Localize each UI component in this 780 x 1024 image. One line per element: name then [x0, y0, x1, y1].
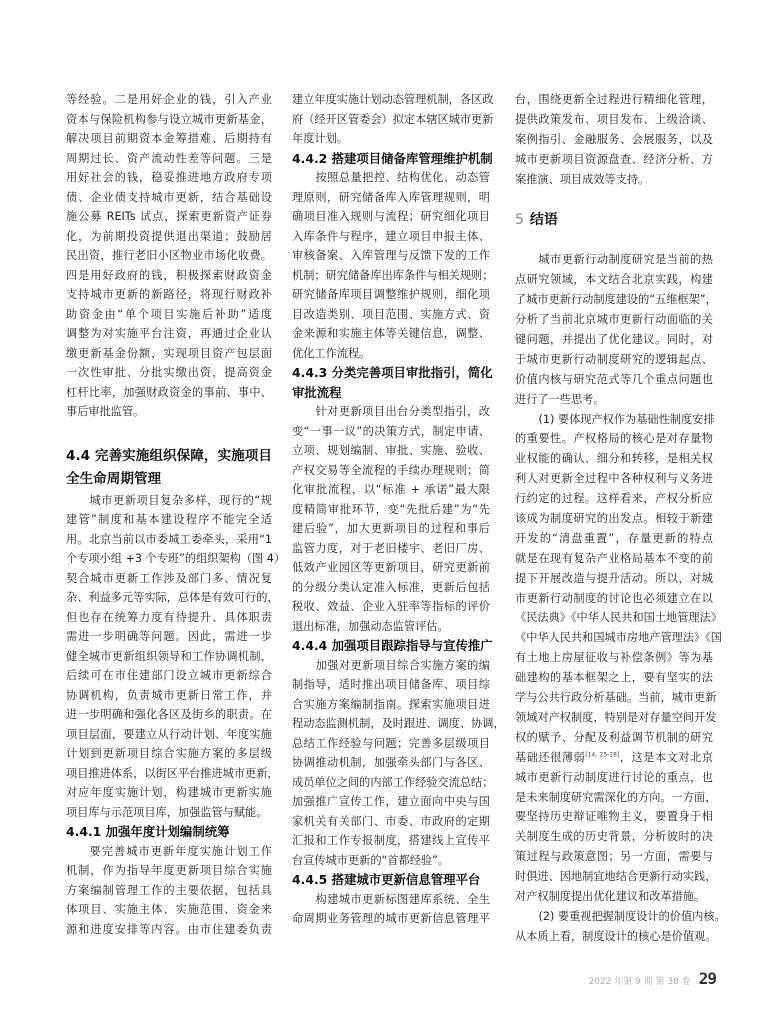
text-line: (2) 要重视把握制度设计的价值内核。: [538, 909, 726, 923]
heading-line: 4.4.2 搭建项目储备库管理维护机制: [292, 150, 493, 166]
heading-line: 4.4.4 加强项目跟踪指导与宣传推广: [292, 638, 493, 653]
text-line: 年度计划。: [292, 132, 348, 145]
text-line: 总结工作经验与问题；完善多层级项目: [292, 736, 490, 750]
text-column-right: [515, 90, 726, 947]
text-line: 该成为制度研究的出发点。相较于新建: [515, 512, 713, 526]
text-line: 目改造类别、项目范围、实施方式、资: [292, 307, 490, 321]
text-line: 汇报和工作专报制度，搭建线上宣传平: [292, 834, 490, 847]
text-line: 杠杆比率，加强财政资金的事前、事中、: [66, 385, 272, 399]
text-line: 要坚持历史辩证唯物主义，要置身于相: [515, 810, 713, 824]
paragraph: [292, 168, 494, 363]
text-line: 城市更新行动制度进行讨论的重点，也: [515, 770, 713, 784]
subsection-heading: [292, 870, 490, 890]
text-line: 加强推广宣传工作，建立面向中央与国: [292, 795, 490, 808]
text-line: 用。北京当前以市委城工委牵头，采用“1: [66, 532, 272, 546]
text-line: 资本与保险机构参与设立城市更新基金，: [66, 112, 272, 126]
paragraph: [515, 90, 713, 189]
text-line: 解决项目前期资本金筹措难、后期持有: [66, 132, 272, 145]
citation-reference: [14, 25-28]: [585, 750, 620, 758]
text-line: 化，为前期投资提供退出渠道；鼓励居: [66, 229, 272, 243]
paragraph: [515, 250, 717, 409]
text-line: 入库条件与程序，建立项目申报主体、: [292, 229, 490, 243]
text-line: (1) 要体现产权作为基础性制度安排: [538, 412, 715, 426]
text-line: 支持城市更新的新路径，将现行财政补: [66, 288, 272, 301]
text-line: 方案编制管理工作的主要依据，包括具: [66, 883, 272, 897]
text-line: 命周期业务管理的城市更新信息管理平: [292, 912, 490, 925]
text-line: 对应年度实施计划，构建城市更新实施: [66, 786, 272, 799]
text-line: 项目推进体系，以街区平台推进城市更新，: [66, 766, 279, 780]
text-line: 计划到更新项目综合实施方案的多层级: [66, 747, 272, 760]
text-line: 础建构的基本框架之上，要有坚实的法: [515, 671, 713, 685]
heading-line: 审批流程: [292, 384, 342, 400]
paragraph: [292, 90, 494, 149]
paragraph: [292, 890, 490, 929]
heading-line: 4.4.1 加强年度计划编制统筹: [66, 824, 230, 839]
text-line: 一次性审批、分批实缴出资，提高资金: [66, 366, 272, 379]
text-line: 审核备案、入库管理与反馈下发的工作: [292, 249, 490, 262]
text-line: 行约定的过程。这样看来，产权分析应: [515, 492, 713, 506]
paragraph: [66, 491, 286, 823]
text-line: 的分级分类认定准入标准，更新后包括: [292, 580, 490, 594]
text-line: 领域对产权制度，特别是对存量空间开发: [515, 710, 717, 724]
text-line: 按照总量把控、结构优化、动态管: [315, 171, 490, 184]
text-line: 体项目、实施主体、实施范围、资金来: [66, 903, 272, 916]
text-line: 四是用好政府的钱，积极探索财政资金: [66, 268, 272, 282]
text-line: 程动态监测机制，及时跟进、调度、协调，: [292, 717, 505, 730]
text-line: 化审批流程，以“标准 + 承诺”最大限: [292, 483, 490, 496]
text-line: 对产权制度提出优化建议和改革措施。: [515, 889, 706, 903]
text-line: 缴更新基金份额，实现项目资产包层面: [66, 346, 272, 360]
text-line: 民出资，推行老旧小区物业市场化收费。: [66, 249, 272, 262]
text-line: 城市更新项目资源盘查、经济分析、方: [515, 152, 713, 166]
text-line: 进一步明确和强化各区及街乡的职责。在: [66, 708, 272, 721]
text-line: 研究储备库项目调整维护规则，细化项: [292, 288, 490, 301]
text-fragment: ，这是本文对北京: [619, 750, 713, 764]
paragraph: [66, 842, 272, 940]
heading-line: 4.4.3 分类完善项目审批指引，简化: [292, 365, 493, 380]
text-line: 策过程与政策意图；另一方面，需要与: [515, 850, 713, 864]
text-line: 优化工作流程。: [292, 346, 371, 360]
subsection-heading: [292, 636, 493, 656]
text-line: 理原则，研究储备库入库管理规则，明: [292, 190, 490, 204]
text-line: 《民法典》《中华人民共和国土地管理法》: [515, 611, 722, 625]
text-line: 退出标准，加强动态监管评估。: [292, 619, 449, 633]
text-line: 机制；研究储备库出库条件与相关规则；: [292, 268, 494, 282]
text-line: 价值内核与研究范式等几个重点问题也: [515, 372, 713, 386]
text-line: 要完善城市更新年度实施计划工作: [89, 844, 272, 858]
text-line: 税收、效益、企业入驻率等指标的评价: [292, 600, 490, 613]
text-line: 杂、利益多元等实际，总体是有效可行的，: [66, 591, 279, 604]
text-line: 金来源和实施主体等关键信息，调整、: [292, 327, 490, 340]
text-line: 建后验”，加大更新项目的过程和事后: [292, 522, 490, 535]
text-line: 构建城市更新标图建库系统、全生: [315, 892, 490, 906]
text-line: 利人对更新全过程中各种权利与义务进: [515, 472, 713, 486]
text-line: 机制，作为指导年度更新项目综合实施: [66, 864, 272, 877]
section-heading: [66, 445, 272, 491]
text-line: 健全城市更新组织领导和工作协调机制，: [66, 649, 272, 663]
text-line: 债、企业债支持城市更新，结合基础设: [66, 190, 272, 204]
text-line: 成员单位之间的内部工作经验交流总结；: [292, 775, 494, 789]
text-line: 分析了当前北京城市更新行动面临的关: [515, 313, 713, 327]
text-line: 时俱进、因地制宜地结合更新行动实践，: [515, 870, 717, 884]
text-line: 周期过长、资产流动性差等问题。三是: [66, 151, 272, 165]
heading-line: 全生命周期管理: [66, 470, 162, 487]
paragraph: [515, 410, 722, 907]
text-line: 协调机构，负责城市更新日常工作，并: [66, 688, 272, 702]
text-line: 案例指引、金融服务、会展服务，以及: [515, 132, 713, 146]
text-line: 后续可在市住建部门设立城市更新综合: [66, 669, 272, 682]
text-line: 合实施方案编制指南。探索实施项目进: [292, 697, 490, 711]
text-line: 低效产业园区等更新项目，研究更新前: [292, 561, 490, 574]
text-line: 城市更新项目复杂多样，现行的“规: [89, 493, 272, 507]
text-line: 《中华人民共和国城市房地产管理法》《国: [515, 631, 722, 645]
page-number: 29: [698, 969, 716, 988]
text-line: 是未来制度研究需深化的方向。一方面，: [515, 790, 717, 804]
text-line: 需进一步明确等问题。因此，需进一步: [66, 630, 272, 643]
text-line: 个专项小组 +3 个专班”的组织架构（图 4）: [66, 552, 286, 565]
chapter-heading: [515, 209, 713, 232]
page-footer: [588, 969, 716, 988]
text-line: 度精简审批环节，变“先批后建”为“先: [292, 502, 490, 516]
chapter-title: 结语: [529, 212, 558, 229]
text-line: 等经验。二是用好企业的钱，引入产业: [66, 93, 272, 106]
text-line: 产权交易等全流程的手续办理规则；简: [292, 463, 490, 477]
text-line: 市更新行动制度的讨论也必须建立在以: [515, 591, 713, 605]
text-line: 权的赋予、分配及利益调节机制的研究: [515, 730, 713, 744]
text-line: 案推演、项目成效等支持。: [515, 172, 650, 186]
text-line: 的重要性。产权格局的核心是对存量物: [515, 432, 713, 446]
text-column-left: [66, 90, 286, 939]
text-line: 从本质上看，制度设计的核心是价值观。: [515, 929, 717, 943]
text-line: 监管力度，对于老旧楼宇、老旧厂房、: [292, 541, 490, 555]
paragraph: [292, 656, 505, 871]
subsection-heading: [66, 822, 272, 842]
text-line: 就是在现有复杂产业格局基本不变的前: [515, 551, 713, 565]
text-line: 提供政策发布、项目发布、上级洽谈、: [515, 112, 713, 126]
text-line: 于城市更新行动制度研究的逻辑起点、: [515, 352, 713, 366]
text-line: 项目库与示范项目库，加强监管与赋能。: [66, 805, 268, 819]
text-line: 进行了一些思考。: [515, 392, 605, 406]
text-line: 调整为对实施平台注资，再通过企业认: [66, 327, 272, 340]
text-line: 施公募 REITs 试点，探索更新资产证券: [66, 210, 272, 223]
chapter-number: 5: [515, 212, 524, 229]
text-line: 台宣传城市更新的“首都经验”。: [292, 853, 450, 867]
text-line: [515, 748, 713, 768]
paragraph: [515, 907, 726, 947]
text-line: 制指导，适时推出项目储备库、项目综: [292, 678, 490, 691]
text-line: 变“一事一议”的决策方式，制定申请、: [292, 424, 490, 438]
text-line: 用好社会的钱，稳妥推进地方政府专项: [66, 171, 272, 184]
text-line: 但也存在统筹力度有待提升、具体职责: [66, 610, 272, 624]
text-line: 学与公共行政分析基础。当前，城市更新: [515, 691, 717, 705]
paragraph: [66, 90, 272, 422]
text-line: 助资金由“单个项目实施后补助”适度: [66, 307, 272, 321]
subsection-heading: [292, 363, 493, 402]
text-line: 键问题，并提出了优化建议。同时，对: [515, 333, 713, 347]
text-line: 台，围绕更新全过程进行精细化管理，: [515, 93, 713, 106]
text-line: 府（经开区管委会）拟定本辖区城市更新: [292, 112, 494, 126]
paragraph: [292, 402, 490, 636]
text-line: 关制度生成的历史背景，分析彼时的决: [515, 830, 713, 844]
text-line: 建立年度实施计划动态管理机制，各区政: [292, 93, 494, 106]
text-line: 开发的“清盘重置”，存量更新的特点: [515, 531, 713, 545]
text-line: 有土地上房屋征收与补偿条例》等为基: [515, 651, 713, 665]
text-line: 项目层面，要建立从行动计划、年度实施: [66, 727, 272, 741]
text-line: 点研究领域，本文结合北京实践，构建: [515, 273, 713, 287]
text-line: 加强对更新项目综合实施方案的编: [315, 658, 490, 672]
text-line: 业权能的确认、细分和转移，是相关权: [515, 452, 713, 466]
text-line: 家机关有关部门、市委、市政府的定期: [292, 814, 490, 828]
heading-line: 4.4 完善实施组织保障，实施项目: [66, 447, 272, 464]
issue-info: 2022 年第 9 期 第 38 卷: [588, 977, 691, 987]
text-line: 城市更新行动制度研究是当前的热: [538, 253, 713, 267]
text-line: 事后审批监管。: [66, 405, 145, 418]
text-line: 建管”制度和基本建设程序不能完全适: [66, 513, 272, 526]
text-column-middle: [292, 90, 505, 929]
text-line: 确项目准入规则与流程；研究细化项目: [292, 210, 490, 223]
text-line: 契合城市更新工作涉及部门多、情况复: [66, 571, 272, 585]
text-line: 针对更新项目出台分类型指引，改: [315, 405, 490, 418]
text-line: 协调推动机制，加强牵头部门与各区、: [292, 756, 490, 769]
heading-line: 4.4.5 搭建城市更新信息管理平台: [292, 872, 481, 887]
text-fragment: 基础还很薄弱: [515, 750, 586, 764]
text-line: 了城市更新行动制度建设的“五维框架”，: [515, 293, 717, 307]
text-line: 立项、规划编制、审批、实施、验收、: [292, 444, 490, 457]
text-line: 提下开展改造与提升活动。所以，对城: [515, 571, 713, 585]
subsection-heading: [292, 149, 493, 169]
text-line: 源和进度安排等内容。由市住建委负责: [66, 922, 272, 936]
